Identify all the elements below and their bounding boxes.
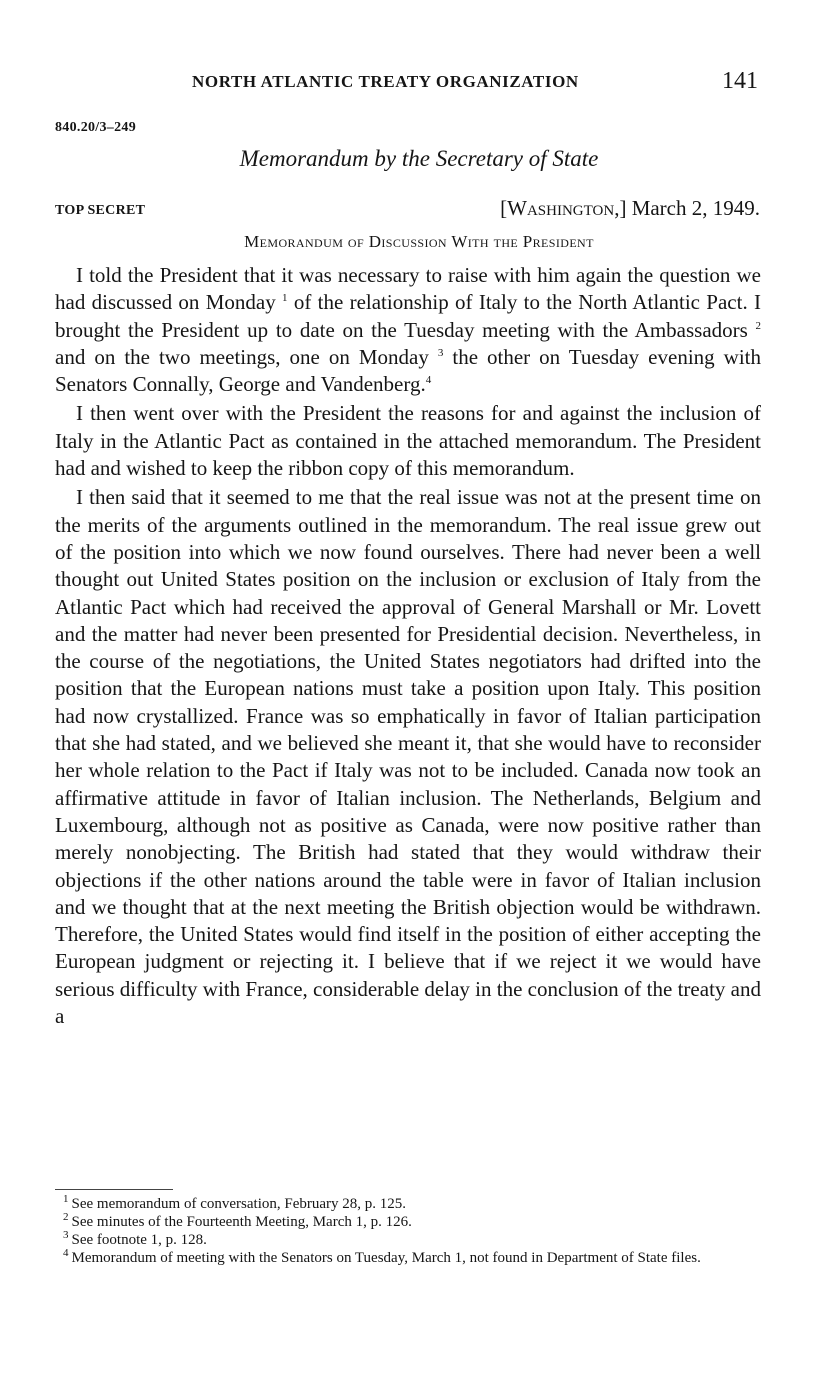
paragraph-2: I then went over with the President the reasons for and against the inclusion of Italy in the Atlantic Pact as contained in the attached memorandum. The President had and wished to keep the ribbon copy of this memorandum.	[55, 401, 761, 481]
footnote-2: $^2$ See minutes of the Fourteenth Meeting, March 1, p. 126.	[63, 1211, 412, 1230]
dateline-date: March 2, 1949.	[631, 196, 760, 220]
footnotes	[55, 1195, 761, 1267]
body-text	[55, 262, 761, 1030]
page-number: 141	[722, 68, 758, 94]
dateline-place: [Washington,]	[500, 196, 627, 220]
paragraph-1: I told the President that it was necessary to raise with him again the question we had discussed on Monday $^1$ of the relationship of Italy to the North Atlantic Pact. I brought the President up to date on the Tuesday meeting with the Ambassadors $^2$ and on the two meetings, one on Monday $^3$ the other on Tuesday evening with Senators Connally, George and Vandenberg.$^4$	[55, 263, 762, 397]
file-number: 840.20/3–249	[55, 120, 136, 135]
running-head: NORTH ATLANTIC TREATY ORGANIZATION	[192, 72, 579, 91]
footnote-ref-3: 3	[437, 346, 444, 359]
document-title: Memorandum by the Secretary of State	[239, 146, 599, 171]
footnote-1: $^1$ See memorandum of conversation, February 28, p. 125.	[63, 1193, 407, 1212]
footnote-4: $^4$ Memorandum of meeting with the Senators on Tuesday, March 1, not found in Department of State files.	[63, 1247, 701, 1266]
dateline	[500, 196, 760, 221]
classification-label: TOP SECRET	[55, 203, 146, 218]
footnote-ref-1: 1	[282, 292, 288, 305]
paragraph-3: I then said that it seemed to me that the real issue was not at the present time on the merits of the arguments outlined in the memorandum. The real issue grew out of the position into which we now found ourselves. There had never been a well thought out United States position on the inclusion or exclusion of Italy from the Atlantic Pact which had received the approval of General Marshall or Mr. Lovett and the matter had never been presented for Presidential decision. Nevertheless, in the course of the negotiations, the United States negotiators had drifted into the position that the European nations must take a position upon Italy. This position had now crystallized. France was so emphatically in favor of Italian participation that she had stated, and we believed she meant it, that she would have to reconsider her whole relation to the Pact if Italy was not to be included. Canada now took an affirmative attitude in favor of Italian inclusion. The Netherlands, Belgium and Luxembourg, although not as positive as Canada, were now positive rather than merely nonobjecting. The British had stated that they would withdraw their objections if the other nations around the table were in favor of Italian inclusion and we thought that at the next meeting the British objection would be withdrawn. Therefore, the United States would find itself in the position of either accepting the European judgment or rejecting it. I believe that if we reject it we would have serious difficulty with France, considerable delay in the conclusion of the treaty and a	[55, 485, 761, 1029]
subject-heading: Memorandum of Discussion With the President	[244, 232, 594, 251]
footnote-ref-2: 2	[755, 319, 761, 332]
footnote-3: $^3$ See footnote 1, p. 128.	[63, 1229, 207, 1248]
footnote-divider	[55, 1189, 173, 1190]
footnote-ref-4: 4	[425, 374, 432, 387]
